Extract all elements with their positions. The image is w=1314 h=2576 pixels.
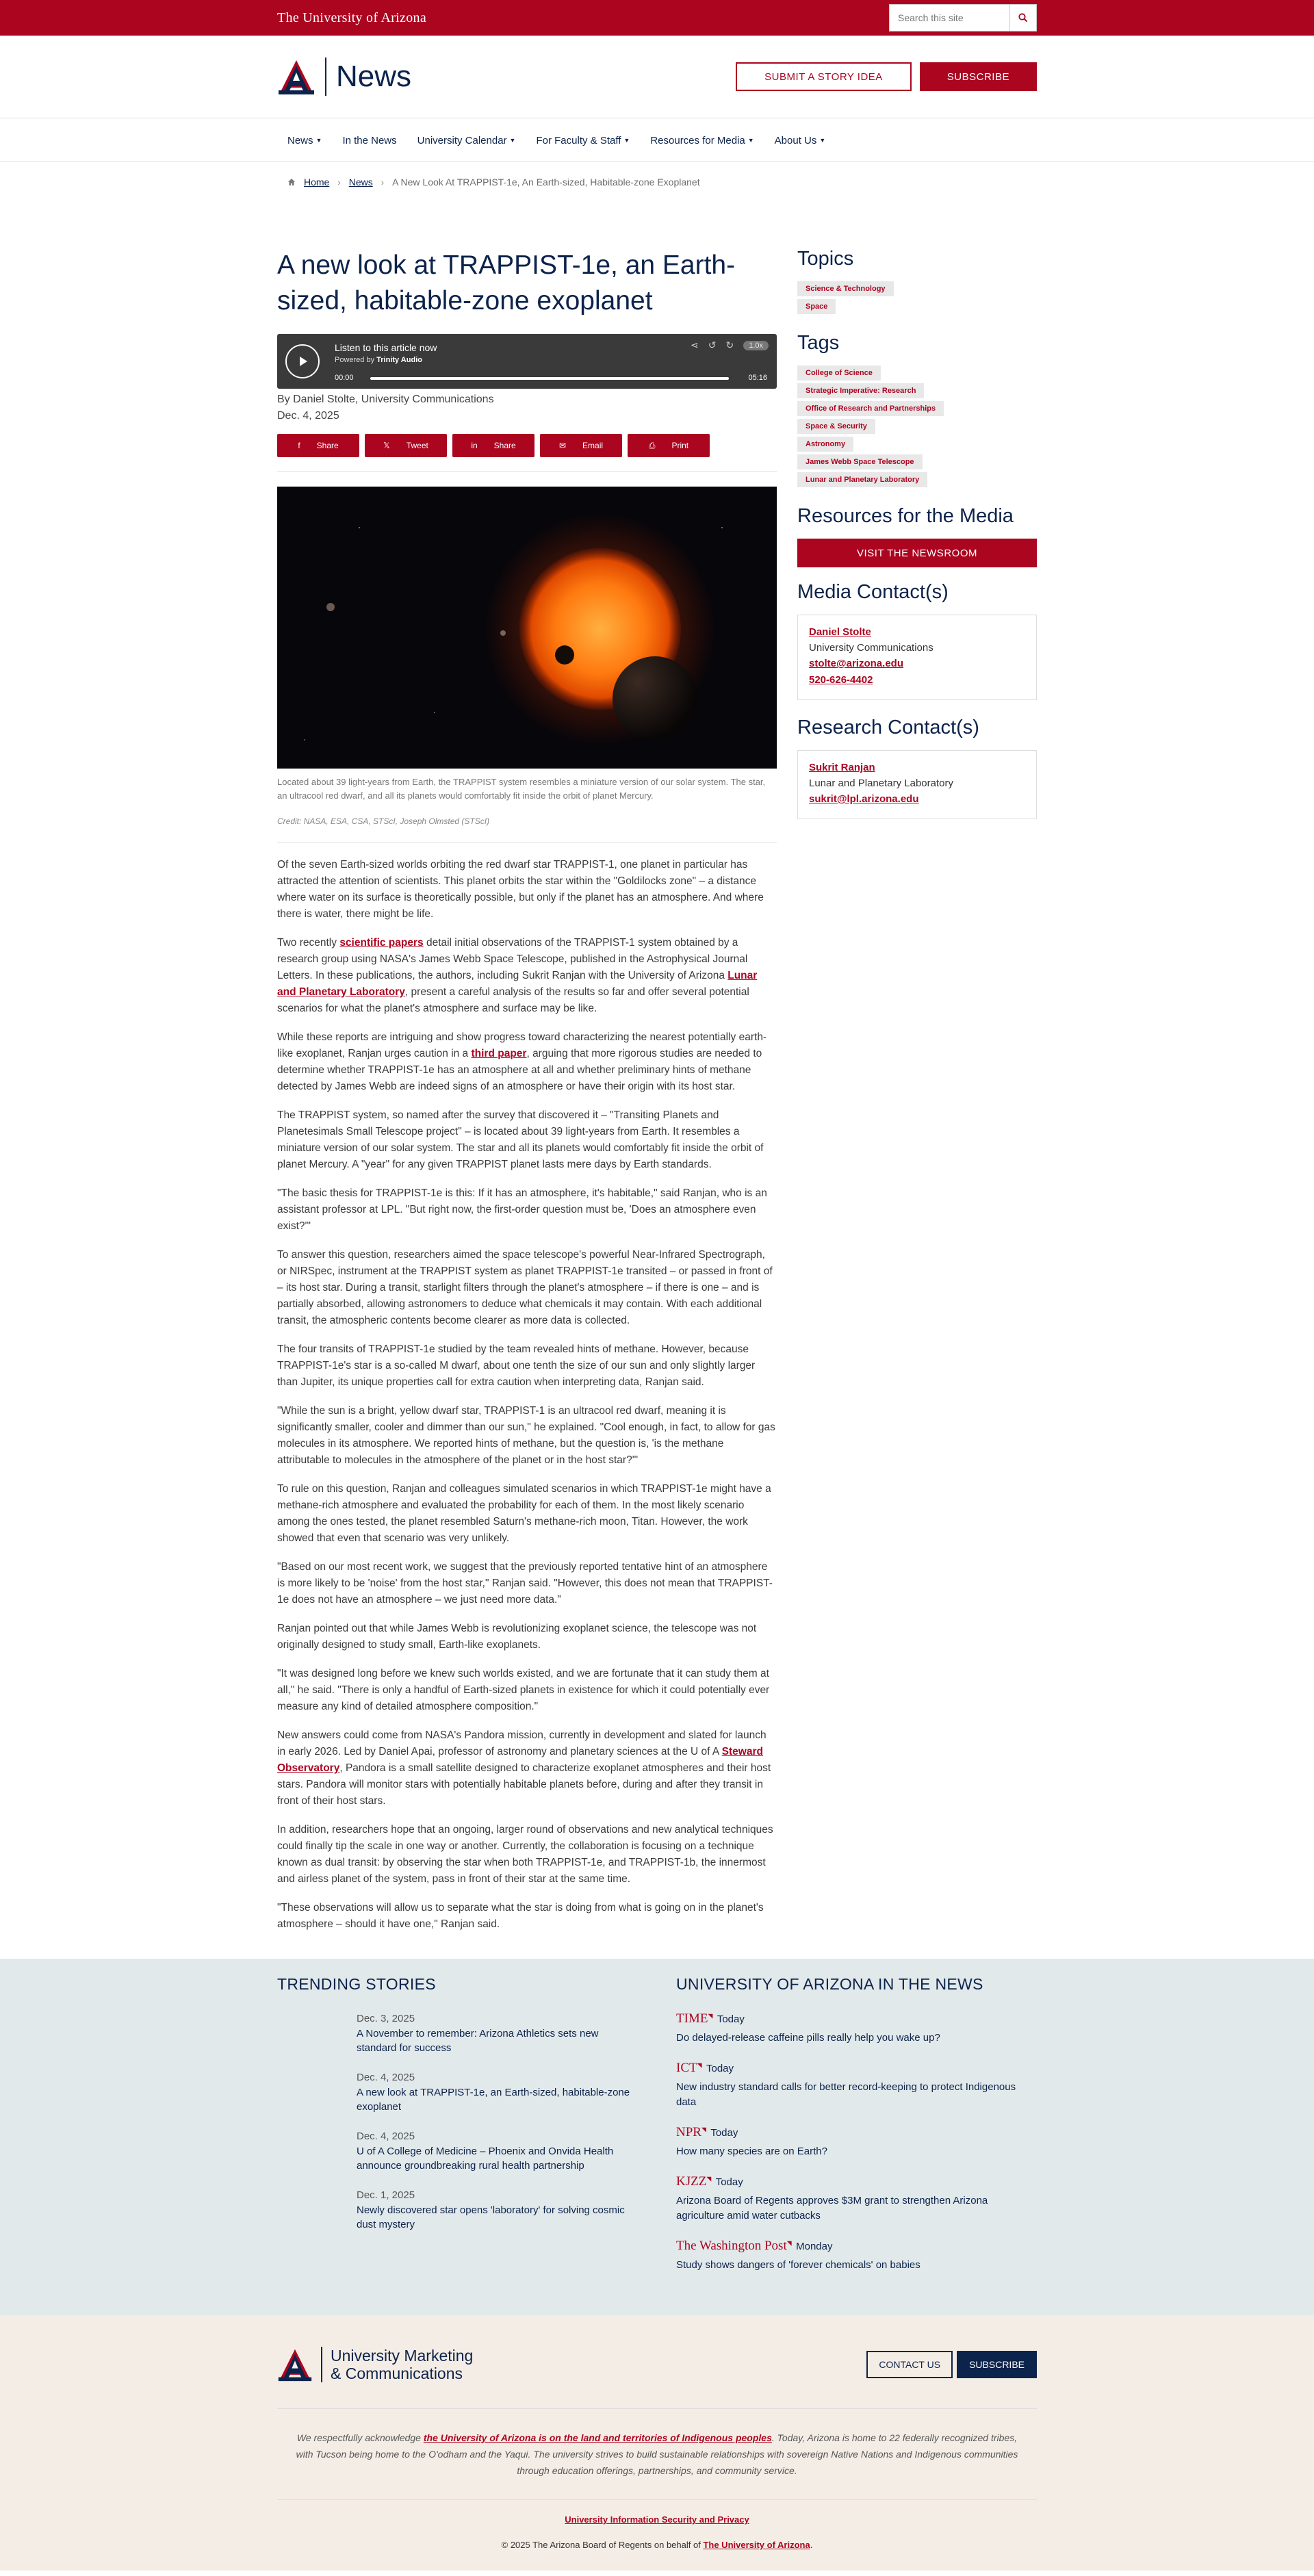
nav-resources-media[interactable]: Resources for Media ▼ bbox=[650, 134, 754, 146]
site-footer bbox=[0, 2315, 1314, 2571]
news-link[interactable]: Arizona Board of Regents approves $3M grant to strengthen Arizona agriculture amid water cutbacks bbox=[676, 2195, 988, 2221]
external-arrow-icon: ◥ bbox=[697, 2061, 702, 2069]
contact-us-button[interactable]: CONTACT US bbox=[866, 2351, 953, 2378]
share-linkedin-button[interactable]: in Share bbox=[452, 434, 534, 457]
paragraph: "It was designed long before we knew such worlds existed, and we are fortunate that it can study them at all," he said. "There is only a handful of Earth-sized planets in existence for which it could potentially ever measure any kind of detailed atmosphere composition." bbox=[277, 1668, 770, 1712]
research-contact-card bbox=[797, 750, 1037, 819]
in-the-news bbox=[676, 1975, 1037, 2288]
breadcrumb-news[interactable]: News bbox=[348, 177, 373, 188]
topic-tag[interactable]: Space bbox=[797, 299, 836, 314]
hero-image bbox=[277, 487, 777, 769]
news-link[interactable]: New industry standard calls for better record-keeping to protect Indigenous data bbox=[676, 2081, 1016, 2108]
trending-heading: TRENDING STORIES bbox=[277, 1975, 436, 1993]
contact-org: Lunar and Planetary Laboratory bbox=[809, 777, 953, 789]
university-wordmark-link[interactable]: The University of Arizona bbox=[277, 10, 426, 25]
byline: By Daniel Stolte, University Communications bbox=[277, 394, 494, 405]
print-button[interactable]: ⎙ Print bbox=[628, 434, 710, 457]
trending-date: Dec. 4, 2025 bbox=[357, 2130, 415, 2142]
news-item bbox=[676, 2125, 1037, 2159]
third-paper-link[interactable]: third paper bbox=[471, 1048, 527, 1059]
news-item bbox=[676, 2239, 1037, 2273]
copyright: © 2025 The Arizona Board of Regents on behalf of The University of Arizona. bbox=[501, 2540, 813, 2550]
share-x-button[interactable]: 𝕏 Tweet bbox=[365, 434, 447, 457]
trending-band bbox=[0, 1959, 1314, 2315]
external-arrow-icon: ◥ bbox=[706, 2175, 712, 2182]
trending-item bbox=[277, 2129, 638, 2173]
rewind-icon[interactable]: ↺ bbox=[708, 339, 717, 350]
progress-bar[interactable] bbox=[370, 377, 729, 380]
tag[interactable]: Space & Security bbox=[797, 419, 875, 434]
paragraph: "Based on our most recent work, we suggest that the previously reported tentative hint of an atmosphere is more likely to be 'noise' from the host star," Ranjan said. "However, this does not mean that TRAPPIST-1e does not have an atmosphere – we just need more data." bbox=[277, 1561, 773, 1606]
trending-date: Dec. 1, 2025 bbox=[357, 2189, 415, 2201]
news-source: NPR bbox=[676, 2125, 701, 2139]
trending-link[interactable]: U of A College of Medicine – Phoenix and Onvida Health announce groundbreaking rural health partnership bbox=[357, 2146, 614, 2172]
tag[interactable]: Astronomy bbox=[797, 437, 853, 452]
paragraph: To answer this question, researchers aimed the space telescope's powerful Near-Infrared Spectrograph, or NIRSpec, instrument at the TRAPPIST system as planet TRAPPIST-1e transited – or passed in front of – its host star. During a transit, starlight filters through the planet's atmosphere – if there is one – and is partially absorbed, allowing astronomers to deduce what chemicals it may contain. With each additional transit, the atmospheric contents become clearer as more data is collected. bbox=[277, 1249, 773, 1326]
share-email-button[interactable]: ✉ Email bbox=[540, 434, 622, 457]
topics-heading: Topics bbox=[797, 248, 854, 270]
paragraph: "These observations will allow us to separate what the star is doing from what is going on in the planet's atmosphere – should it have one," Ranjan said. bbox=[277, 1902, 764, 1930]
scientific-papers-link[interactable]: scientific papers bbox=[339, 937, 424, 949]
trending-item bbox=[277, 2070, 638, 2114]
play-button[interactable] bbox=[285, 344, 320, 378]
home-icon bbox=[287, 178, 296, 186]
time-duration: 05:16 bbox=[748, 374, 767, 382]
x-icon: 𝕏 bbox=[383, 441, 390, 450]
news-when: Today bbox=[706, 2063, 734, 2074]
media-contact-card bbox=[797, 615, 1037, 700]
contact-name-link[interactable]: Daniel Stolte bbox=[809, 626, 871, 638]
site-search bbox=[889, 4, 1037, 31]
search-input[interactable] bbox=[889, 4, 1009, 31]
paragraph: The four transits of TRAPPIST-1e studied by the team revealed hints of methane. However, because TRAPPIST-1e's star is a so-called M dwarf, about one tenth the size of our sun and only slightly larger than Jupiter, its unique properties call for extra caution when interpreting data, Ranjan said. bbox=[277, 1343, 756, 1388]
tag[interactable]: Strategic Imperative: Research bbox=[797, 383, 924, 398]
share-icon[interactable]: ⋖ bbox=[691, 339, 699, 350]
news-source: The Washington Post bbox=[676, 2239, 787, 2253]
contact-org: University Communications bbox=[809, 642, 933, 654]
external-arrow-icon: ◥ bbox=[786, 2239, 792, 2247]
tag[interactable]: College of Science bbox=[797, 365, 881, 381]
arizona-a-logo-icon bbox=[277, 2347, 313, 2382]
paragraph: Two recently scientific papers detail initial observations of the TRAPPIST-1 system obtained by a research group using NASA's James Webb Space Telescope, published in the Astrophysical Journal Letters. In these publications, the authors, including Sukrit Ranjan with the University of Arizona Lunar and Planetary Laboratory, present a careful analysis of the results so far and offer several potential scenarios for what the planet's atmosphere and surface may be like. bbox=[277, 937, 758, 1014]
search-button[interactable] bbox=[1009, 4, 1037, 31]
top-bar bbox=[0, 0, 1314, 36]
trending-link[interactable]: Newly discovered star opens 'laboratory' for solving cosmic dust mystery bbox=[357, 2204, 625, 2230]
brand-divider bbox=[325, 57, 326, 96]
news-when: Today bbox=[715, 2176, 743, 2188]
resources-heading: Resources for the Media bbox=[797, 505, 1014, 527]
submit-story-button[interactable]: SUBMIT A STORY IDEA bbox=[736, 62, 912, 91]
audio-player bbox=[277, 334, 777, 389]
forward-icon[interactable]: ↻ bbox=[725, 339, 734, 350]
trending-date: Dec. 3, 2025 bbox=[357, 2013, 415, 2024]
paragraph: In addition, researchers hope that an ongoing, larger round of observations and new analytical techniques could finally tip the scale in one way or another. Currently, the collaboration is focusing on a technique known as dual transit: by observing the star when both TRAPPIST-1e, and TRAPPIST-1b, the innermost and airless planet of the system, pass in front of their star at the same time. bbox=[277, 1824, 773, 1885]
publish-date: Dec. 4, 2025 bbox=[277, 410, 339, 422]
news-brand[interactable] bbox=[277, 57, 411, 96]
external-arrow-icon: ◥ bbox=[708, 2012, 713, 2020]
footer-brand-name: University Marketing & Communications bbox=[331, 2347, 474, 2382]
land-acknowledgment-link[interactable]: the University of Arizona is on the land and territories of Indigenous peoples bbox=[423, 2432, 772, 2443]
breadcrumb-current: A New Look At TRAPPIST-1e, An Earth-sized, Habitable-zone Exoplanet bbox=[392, 177, 700, 188]
brand-name: News bbox=[336, 60, 412, 93]
trinity-audio-link[interactable]: Trinity Audio bbox=[376, 356, 422, 364]
topic-tag[interactable]: Science & Technology bbox=[797, 281, 894, 296]
caret-down-icon: ▼ bbox=[315, 137, 322, 144]
play-icon bbox=[296, 355, 309, 368]
nav-university-calendar[interactable]: University Calendar ▼ bbox=[417, 134, 516, 146]
nav-faculty-staff[interactable]: For Faculty & Staff ▼ bbox=[536, 134, 630, 146]
trappist-illustration bbox=[277, 487, 777, 769]
arizona-a-logo-icon bbox=[277, 57, 315, 96]
topics-list bbox=[797, 281, 1037, 314]
news-source: ICT bbox=[676, 2061, 697, 2075]
news-when: Monday bbox=[796, 2241, 833, 2252]
nav-in-the-news[interactable]: In the News bbox=[342, 134, 397, 146]
tag[interactable]: Lunar and Planetary Laboratory bbox=[797, 472, 927, 487]
playback-speed[interactable]: 1.0x bbox=[743, 341, 769, 350]
contact-email-link[interactable]: stolte@arizona.edu bbox=[809, 658, 903, 669]
site-header bbox=[0, 36, 1314, 118]
news-item bbox=[676, 2174, 1037, 2224]
contact-phone-link[interactable]: 520-626-4402 bbox=[809, 674, 873, 686]
caret-down-icon: ▼ bbox=[623, 137, 630, 144]
contact-email-link[interactable]: sukrit@lpl.arizona.edu bbox=[809, 793, 919, 805]
news-source: TIME bbox=[676, 2011, 708, 2026]
caret-down-icon: ▼ bbox=[747, 137, 754, 144]
brand-divider bbox=[321, 2347, 322, 2382]
news-item bbox=[676, 2061, 1037, 2110]
player-title: Listen to this article now bbox=[335, 342, 437, 353]
trending-item bbox=[277, 2188, 638, 2232]
media-contacts-heading: Media Contact(s) bbox=[797, 581, 949, 603]
news-link[interactable]: Do delayed-release caffeine pills really help you wake up? bbox=[676, 2032, 940, 2044]
time-elapsed: 00:00 bbox=[335, 374, 354, 382]
research-contacts-heading: Research Contact(s) bbox=[797, 717, 979, 738]
article-title: A new look at TRAPPIST-1e, an Earth-sized, habitable-zone exoplanet bbox=[277, 250, 736, 315]
university-link[interactable]: The University of Arizona bbox=[703, 2540, 810, 2550]
paragraph: New answers could come from NASA's Pandora mission, currently in development and slated for launch in early 2026. Led by Daniel Apai, professor of astronomy and planetary sciences at the U of A Steward Observatory, Pandora is a small satellite designed to characterize exoplanet atmospheres and their host stars. Pandora will monitor stars with potentially habitable planets before, during and after they transit in front of their host stars. bbox=[277, 1729, 771, 1807]
news-link[interactable]: How many species are on Earth? bbox=[676, 2146, 827, 2157]
breadcrumb-home[interactable]: Home bbox=[304, 177, 330, 188]
paragraph: Ranjan pointed out that while James Webb is revolutionizing exoplanet science, the telescope was not originally designed to study small, Earth-like exoplanets. bbox=[277, 1623, 757, 1651]
subscribe-button[interactable]: SUBSCRIBE bbox=[920, 62, 1037, 91]
news-when: Today bbox=[717, 2013, 745, 2025]
trending-date: Dec. 4, 2025 bbox=[357, 2072, 415, 2083]
article bbox=[277, 248, 777, 1945]
news-item bbox=[676, 2011, 1037, 2046]
visit-newsroom-button[interactable]: VISIT THE NEWSROOM bbox=[797, 539, 1037, 567]
footer-brand[interactable] bbox=[277, 2347, 473, 2382]
search-icon bbox=[1018, 13, 1028, 23]
article-body bbox=[277, 857, 777, 1933]
nav-news[interactable]: News ▼ bbox=[287, 134, 322, 146]
paragraph: To rule on this question, Ranjan and colleagues simulated scenarios in which TRAPPIST-1e might have a methane-rich atmosphere and evaluated the probability for each of them. In the most likely scenario among the ones tested, the planet resembled Saturn's methane-rich moon, Titan. However, the work showed that even that scenario was very unlikely. bbox=[277, 1483, 771, 1544]
tag[interactable]: James Webb Space Telescope bbox=[797, 454, 923, 469]
nav-about-us[interactable]: About Us ▼ bbox=[774, 134, 826, 146]
land-acknowledgment: We respectfully acknowledge the University of Arizona is on the land and territories of Indigenous peoples. Today, Arizona is home to 22 federally recognized tribes, with Tucson being home to the O'odham and the Yaqui. The university strives to build sustainable relationships with sovereign Native Nations and Indigenous communities through education offerings, partnerships, and community service. bbox=[277, 2409, 1037, 2500]
linkedin-icon: in bbox=[471, 441, 478, 450]
caret-down-icon: ▼ bbox=[509, 137, 516, 144]
contact-name-link[interactable]: Sukrit Ranjan bbox=[809, 762, 875, 773]
security-privacy-link[interactable]: University Information Security and Privacy bbox=[565, 2514, 749, 2525]
in-the-news-heading: UNIVERSITY OF ARIZONA IN THE NEWS bbox=[676, 1975, 983, 1993]
trending-link[interactable]: A new look at TRAPPIST-1e, an Earth-sized, habitable-zone exoplanet bbox=[357, 2087, 630, 2113]
image-caption: Located about 39 light-years from Earth, the TRAPPIST system resembles a miniature version of our solar system. The star, an ultracool red dwarf, and all its planets would comfortably fit inside the orbit of planet Mercury. bbox=[277, 777, 766, 801]
print-icon: ⎙ bbox=[648, 440, 656, 450]
paragraph: "The basic thesis for TRAPPIST-1e is this: If it has an atmosphere, it's habitable," said Ranjan, who is an assistant professor at LPL. "But right now, the first-order question must be, 'Does an atmosphere even exist?'" bbox=[277, 1187, 767, 1232]
main-nav bbox=[0, 118, 1314, 162]
paragraph: "While the sun is a bright, yellow dwarf star, TRAPPIST-1 is an ultracool red dwarf, meaning it is significantly smaller, cooler and dimmer than our sun," he explained. "Cool enough, in fact, to allow for gas molecules in its atmosphere. We reported hints of methane, but the question is, 'is the methane attributable to molecules in the atmosphere of the planet or in the host star?'" bbox=[277, 1405, 775, 1466]
share-facebook-button[interactable]: f Share bbox=[277, 434, 359, 457]
facebook-icon: f bbox=[298, 441, 300, 450]
tags-list bbox=[797, 365, 1037, 487]
external-arrow-icon: ◥ bbox=[701, 2126, 706, 2133]
paragraph: While these reports are intriguing and show progress toward characterizing the nearest potentially earth-like exoplanet, Ranjan urges caution in a third paper, arguing that more rigorous studies are needed to determine whether TRAPPIST-1e has an atmosphere at all and whether preliminary hints of methane detected by James Webb are indeed signs of an atmosphere or have their origin with its host star. bbox=[277, 1031, 767, 1092]
lunar-planetary-lab-link[interactable]: Lunar and Planetary Laboratory bbox=[277, 970, 758, 998]
chevron-right-icon: › bbox=[337, 177, 341, 188]
trending-item bbox=[277, 2011, 638, 2055]
sidebar bbox=[797, 248, 1037, 1945]
trending-stories bbox=[277, 1975, 638, 2288]
tags-heading: Tags bbox=[797, 332, 840, 354]
share-bar bbox=[277, 434, 777, 472]
paragraph: The TRAPPIST system, so named after the survey that discovered it – "Transiting Planets and Planetesimals Small Telescope project" – is located about 39 light-years from Earth. It resembles a miniature version of our solar system. The star and all its planets would comfortably fit inside the orbit of planet Mercury. A "year" for any given TRAPPIST planet lasts mere days by Earth standards. bbox=[277, 1109, 764, 1170]
breadcrumb bbox=[277, 162, 1037, 203]
news-when: Today bbox=[710, 2127, 738, 2139]
news-link[interactable]: Study shows dangers of 'forever chemicals' on babies bbox=[676, 2259, 920, 2271]
steward-observatory-link[interactable]: Steward Observatory bbox=[277, 1746, 763, 1774]
caret-down-icon: ▼ bbox=[819, 137, 826, 144]
tag[interactable]: Office of Research and Partnerships bbox=[797, 401, 944, 416]
player-powered-by: Powered by Trinity Audio bbox=[335, 356, 422, 364]
paragraph: Of the seven Earth-sized worlds orbiting the red dwarf star TRAPPIST-1, one planet in particular has attracted the attention of scientists. This planet orbits the star within the "Goldilocks zone" – a distance where water on its surface is theoretically possible, but only if the planet has an atmosphere. And where there is water, there might be life. bbox=[277, 859, 764, 920]
trending-link[interactable]: A November to remember: Arizona Athletics sets new standard for success bbox=[357, 2028, 599, 2054]
email-icon: ✉ bbox=[558, 441, 567, 450]
footer-subscribe-button[interactable]: SUBSCRIBE bbox=[957, 2351, 1037, 2378]
chevron-right-icon: › bbox=[381, 177, 385, 188]
image-credit: Credit: NASA, ESA, CSA, STScI, Joseph Olmsted (STScI) bbox=[277, 816, 777, 843]
news-source: KJZZ bbox=[676, 2174, 707, 2189]
